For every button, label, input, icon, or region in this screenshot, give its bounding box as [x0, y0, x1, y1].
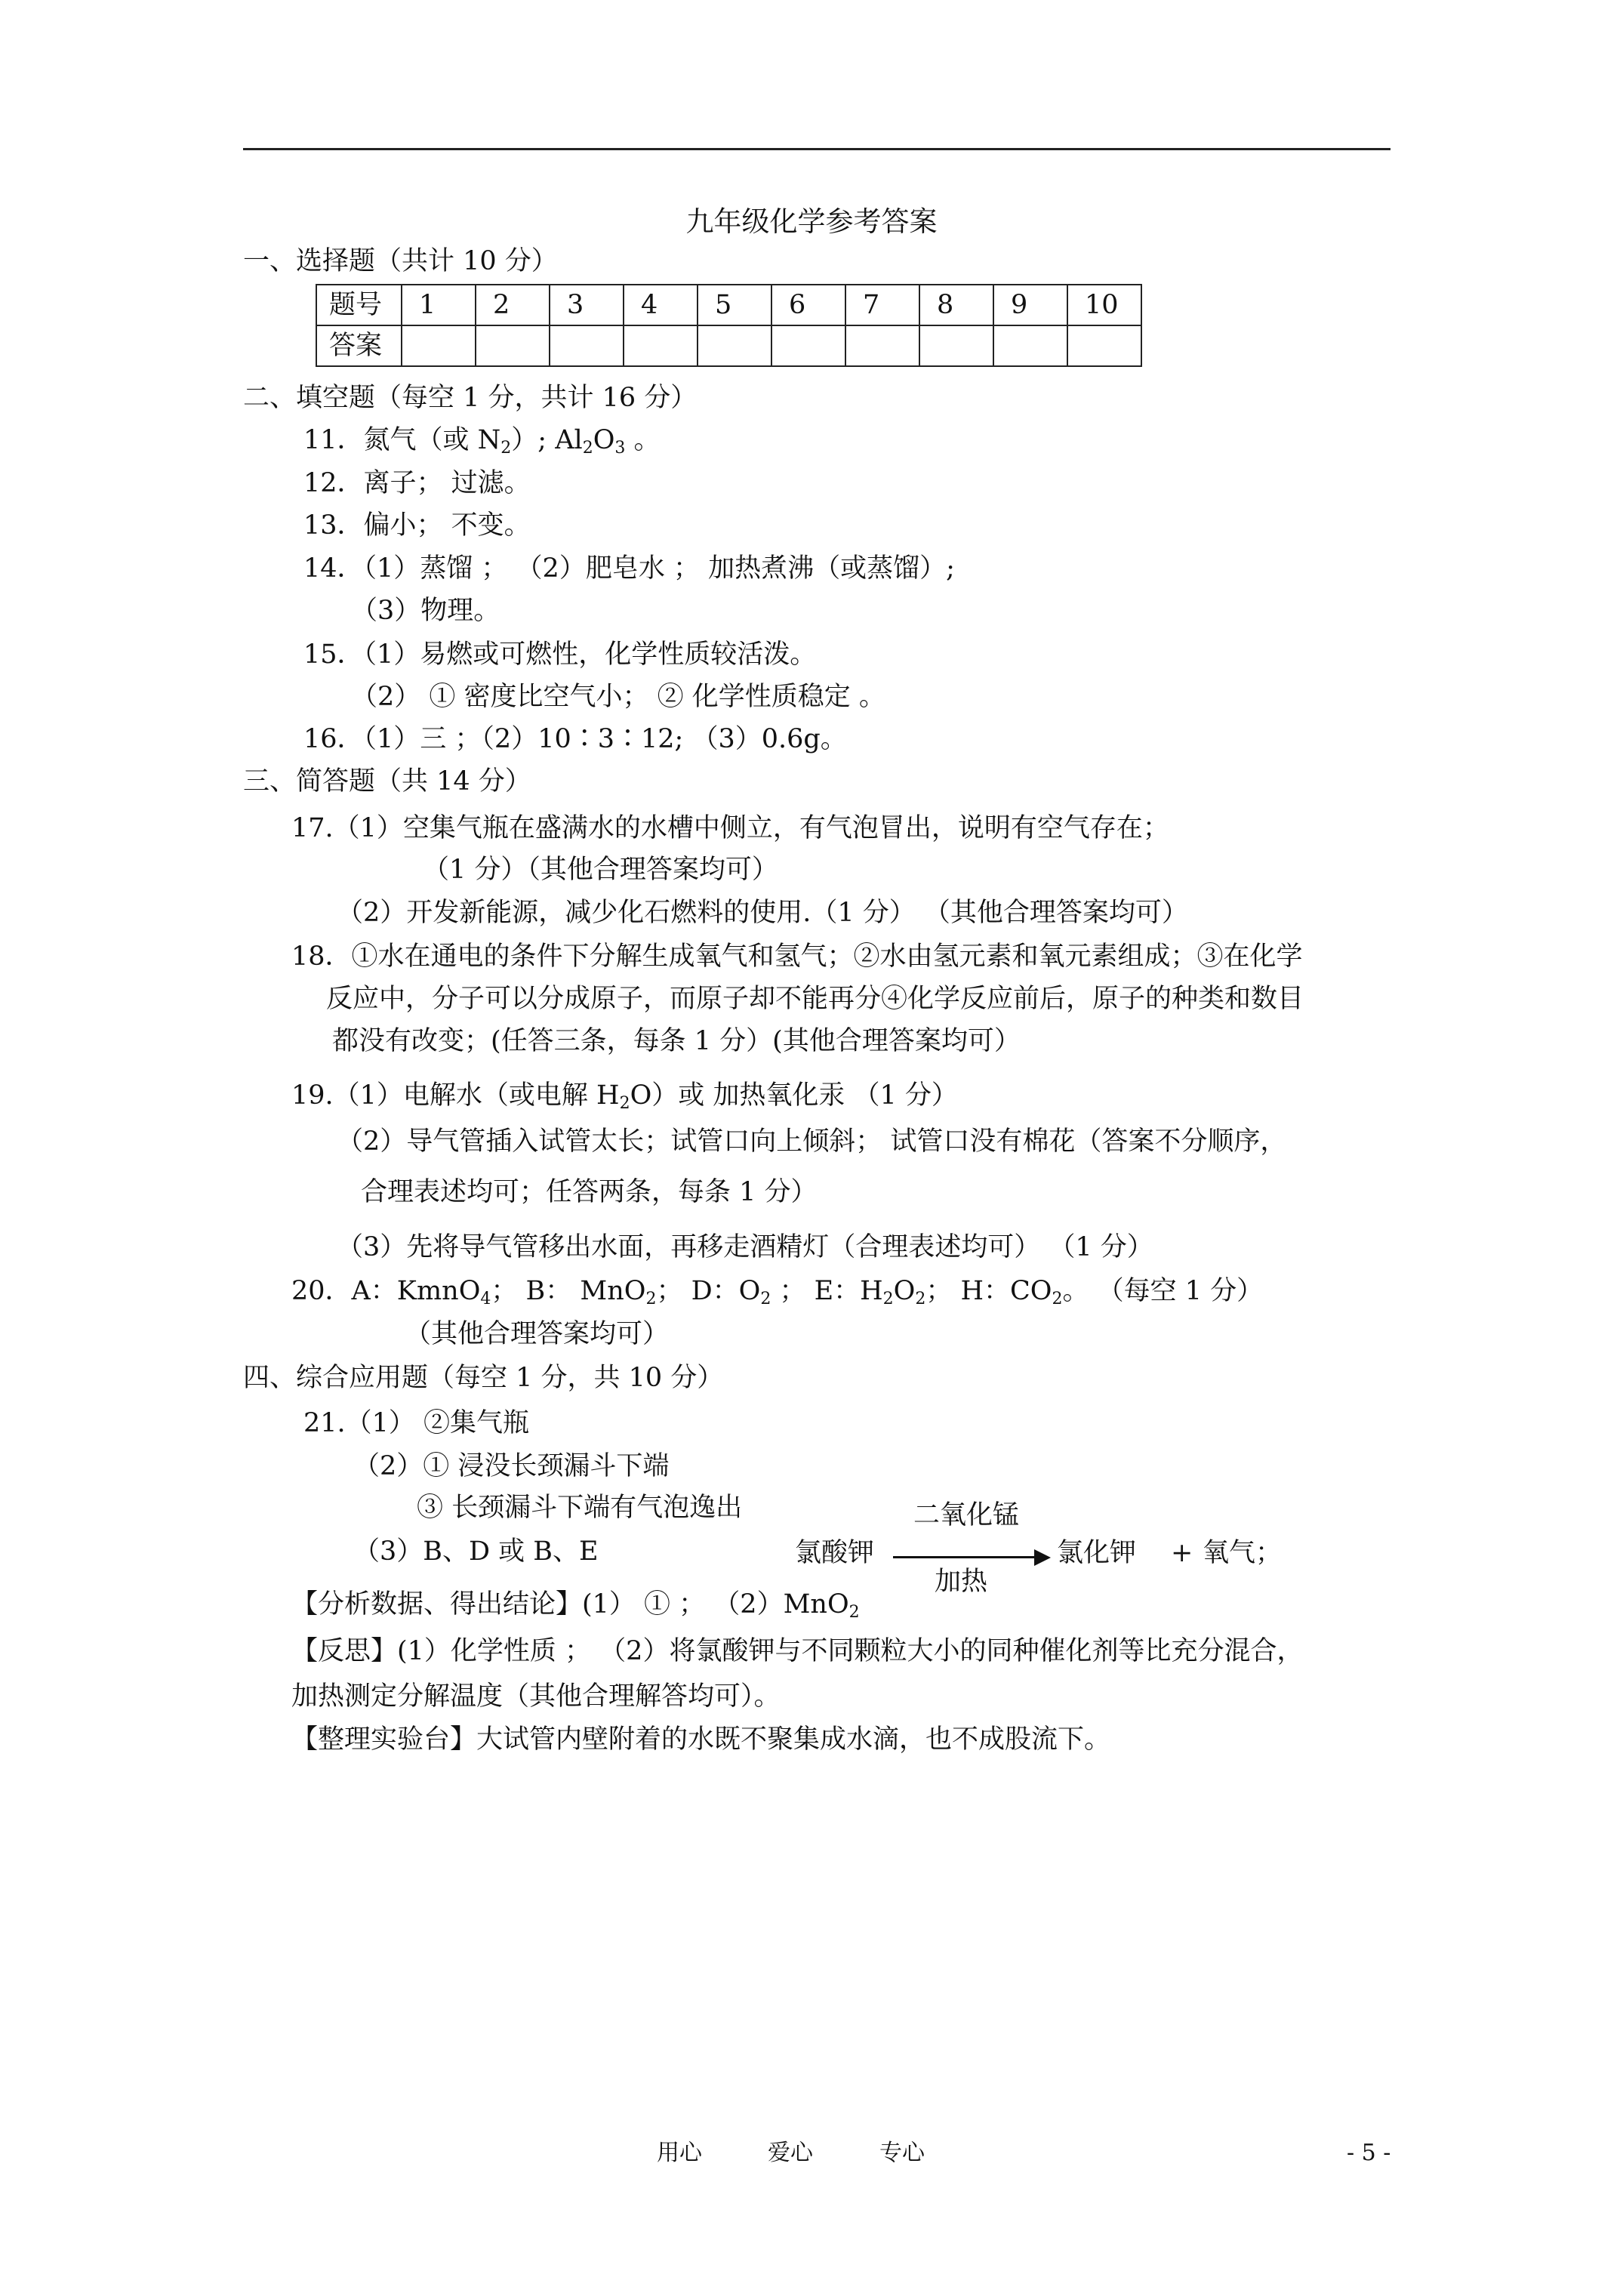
reaction-arrow-line [893, 1556, 1036, 1558]
answer-18-line1: 18．①水在通电的条件下分解生成氧气和氢气；②水由氢元素和氧元素组成；③在化学 [291, 942, 1303, 972]
answer-21-line2: （2）① 浸没长颈漏斗下端 [353, 1451, 670, 1481]
answer-11-text: 11．氮气（或 N [303, 425, 501, 455]
subscript: 4 [480, 1290, 491, 1308]
answer-12: 12．离子； 过滤。 [303, 468, 531, 498]
answer-19-line4: （3）先将导气管移出水面，再移走酒精灯（合理表述均可） （1 分） [337, 1232, 1153, 1262]
answer-19-line1 [291, 1080, 958, 1113]
subscript: 3 [614, 439, 626, 458]
table-cell-answer [698, 325, 771, 366]
subscript: 2 [582, 439, 593, 458]
reaction-catalyst: 二氧化锰 [913, 1500, 1020, 1530]
table-cell-answer [476, 325, 550, 366]
answer-15-line2: （2） ① 密度比空气小； ② 化学性质稳定 。 [351, 682, 885, 712]
answer-15-line1: 15．（1）易燃或可燃性，化学性质较活泼。 [303, 639, 817, 670]
answer-19-text: O）或 加热氧化汞 （1 分） [630, 1080, 958, 1111]
answer-11-text: ）; Al [511, 425, 583, 455]
subscript: 2 [1052, 1290, 1063, 1308]
footer-word: 专心 [879, 2140, 925, 2166]
page-title: 九年级化学参考答案 [685, 205, 938, 238]
answer-20-line1 [291, 1276, 1264, 1308]
table-answer-label: 答案 [316, 325, 402, 366]
answer-14-line2: （3）物理。 [351, 596, 500, 626]
answer-20-line2: （其他合理答案均可） [405, 1319, 670, 1349]
reaction-plus: + [1171, 1538, 1193, 1568]
answer-20-text: 20．A：KmnO [291, 1276, 481, 1306]
table-cell-number: 7 [845, 285, 919, 325]
subscript: 2 [848, 1603, 860, 1622]
subscript: 2 [619, 1094, 630, 1113]
subscript: 2 [645, 1290, 657, 1308]
table-cell-number: 1 [402, 285, 476, 325]
answer-11 [303, 425, 661, 458]
table-row [316, 325, 1141, 366]
reaction-product1: 氯化钾 [1057, 1538, 1137, 1568]
answer-20-text: O [893, 1276, 916, 1306]
reflect-line1: 【反思】(1）化学性质 ； （2）将氯酸钾与不同颗粒大小的同种催化剂等比充分混合， [291, 1636, 1304, 1666]
reaction-product2: 氧气； [1203, 1538, 1283, 1568]
answer-20-text: ； B： MnO [491, 1276, 646, 1306]
answer-19-line2: （2）导气管插入试管太长；试管口向上倾斜； 试管口没有棉花（答案不分顺序， [337, 1126, 1287, 1157]
answer-20-text: 。 （每空 1 分） [1062, 1276, 1264, 1306]
footer-word: 爱心 [768, 2140, 813, 2166]
answer-18-line2: 反应中，分子可以分成原子，而原子却不能再分④化学反应前后，原子的种类和数目 [326, 984, 1304, 1014]
tidy-line: 【整理实验台】大试管内壁附着的水既不聚集成水滴，也不成股流下。 [291, 1724, 1111, 1755]
answer-20-text: ； D：O [656, 1276, 761, 1306]
answer-20-text: ； H：CO [925, 1276, 1052, 1306]
answer-19-text: 19.（1）电解水（或电解 H [291, 1080, 620, 1111]
table-cell-answer [1067, 325, 1141, 366]
answer-17-line1: 17.（1）空集气瓶在盛满水的水槽中侧立，有气泡冒出，说明有空气存在； [291, 813, 1169, 843]
answer-table [316, 284, 1142, 367]
table-cell-answer [845, 325, 919, 366]
answer-11-text: 。 [625, 425, 661, 455]
analysis-text: 【分析数据、得出结论】(1） ① ； （2）MnO [291, 1589, 849, 1620]
answer-19-line3: 合理表述均可；任答两条，每条 1 分） [361, 1177, 818, 1207]
answer-11-text: O [593, 425, 615, 455]
section4-heading: 四、综合应用题（每空 1 分，共 10 分） [243, 1363, 724, 1393]
answer-21-line3: ③ 长颈漏斗下端有气泡逸出 [417, 1493, 743, 1523]
answer-17-line2: （1 分）（其他合理答案均可） [423, 855, 778, 885]
section3-heading: 三、简答题（共 14 分） [243, 766, 531, 797]
subscript: 2 [500, 439, 512, 458]
table-cell-number: 3 [550, 285, 624, 325]
table-cell-answer [624, 325, 698, 366]
answer-14-line1: 14．（1）蒸馏 ； （2）肥皂水 ； 加热煮沸（或蒸馏）; [303, 553, 955, 584]
table-cell-answer [402, 325, 476, 366]
table-cell-answer [993, 325, 1067, 366]
table-cell-answer [550, 325, 624, 366]
reaction-arrow-head-icon [1034, 1549, 1051, 1566]
table-cell-number: 10 [1067, 285, 1141, 325]
table-cell-number: 8 [919, 285, 993, 325]
reaction-condition: 加热 [935, 1567, 988, 1597]
answer-20-text: ； E：H [771, 1276, 883, 1306]
header-rule [243, 148, 1390, 150]
answer-18-line3: 都没有改变；(任答三条，每条 1 分）(其他合理答案均可） [332, 1026, 1021, 1056]
answer-17-line3: （2）开发新能源，减少化石燃料的使用.（1 分） （其他合理答案均可） [337, 898, 1188, 928]
answer-21-line4: （3）B、D 或 B、E [353, 1536, 599, 1567]
answer-13: 13．偏小； 不变。 [303, 510, 531, 541]
subscript: 2 [915, 1290, 926, 1308]
answer-21-line1: 21.（1） ②集气瓶 [303, 1408, 530, 1438]
table-cell-number: 6 [771, 285, 845, 325]
reflect-line2: 加热测定分解温度（其他合理解答均可）。 [291, 1681, 781, 1712]
table-cell-number: 5 [698, 285, 771, 325]
table-cell-number: 4 [624, 285, 698, 325]
subscript: 2 [882, 1290, 894, 1308]
table-header-label: 题号 [316, 285, 402, 325]
footer-word: 用心 [657, 2140, 702, 2166]
answer-16: 16．（1）三 ；（2）10∶3∶12; （3）0.6g。 [303, 724, 847, 754]
analysis-line [291, 1589, 860, 1622]
page-number: - 5 - [1347, 2140, 1391, 2166]
table-cell-number: 2 [476, 285, 550, 325]
section2-heading: 二、填空题（每空 1 分，共计 16 分） [243, 383, 698, 413]
table-row [316, 285, 1141, 325]
section1-heading: 一、选择题（共计 10 分） [243, 246, 558, 276]
subscript: 2 [760, 1290, 771, 1308]
table-cell-answer [771, 325, 845, 366]
table-cell-number: 9 [993, 285, 1067, 325]
reaction-reactant: 氯酸钾 [795, 1538, 875, 1568]
table-cell-answer [919, 325, 993, 366]
